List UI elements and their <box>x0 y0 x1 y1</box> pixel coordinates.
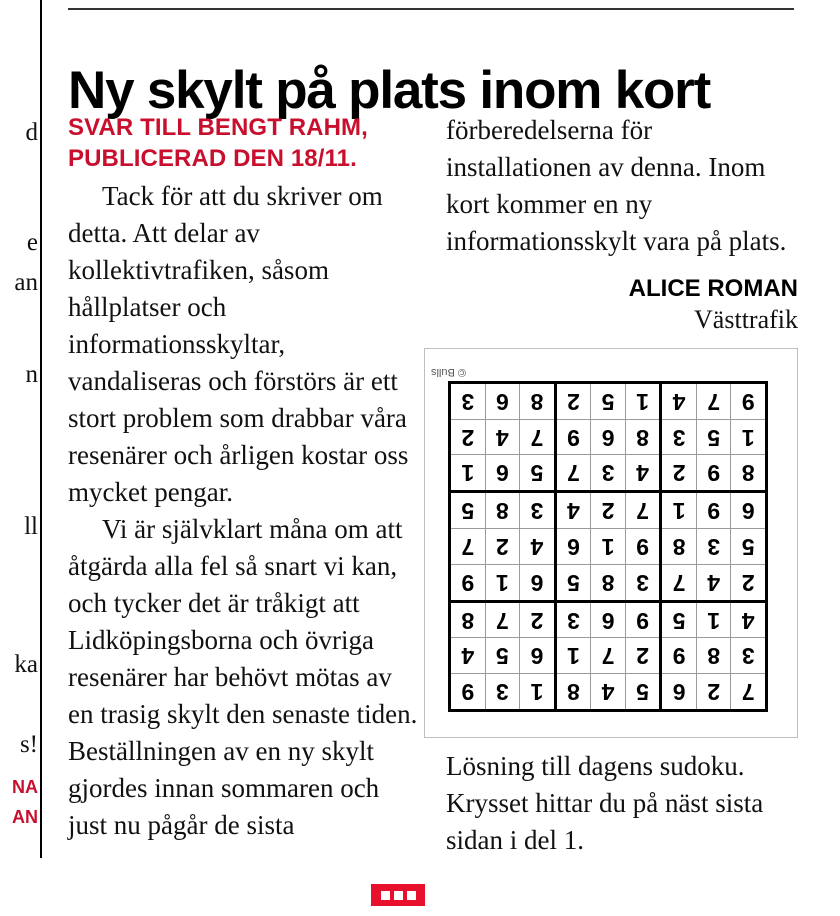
sudoku-cell: 2 <box>696 674 731 711</box>
sudoku-cell: 7 <box>591 638 626 674</box>
sudoku-cell: 4 <box>731 601 767 638</box>
sudoku-cell: 8 <box>555 674 591 711</box>
sudoku-cell: 7 <box>450 529 486 565</box>
left-fragment: an <box>14 269 38 296</box>
sudoku-cell: 5 <box>520 455 556 492</box>
bulls-logo <box>371 884 425 906</box>
sudoku-cell: 3 <box>696 529 731 565</box>
sudoku-cell: 6 <box>731 492 767 529</box>
sudoku-cell: 6 <box>555 529 591 565</box>
sudoku-cell: 1 <box>591 529 626 565</box>
sudoku-cell: 4 <box>520 529 556 565</box>
sudoku-cell: 9 <box>661 638 697 674</box>
sudoku-cell: 7 <box>520 419 556 455</box>
sudoku-cell: 7 <box>555 455 591 492</box>
sudoku-cell: 8 <box>485 492 520 529</box>
sudoku-cell: 8 <box>591 564 626 601</box>
sudoku-cell: 3 <box>625 564 661 601</box>
sudoku-cell: 3 <box>731 638 767 674</box>
top-divider-rule <box>68 8 794 10</box>
sudoku-cell: 9 <box>696 492 731 529</box>
sudoku-cell: 8 <box>625 419 661 455</box>
sudoku-cell: 1 <box>696 601 731 638</box>
sudoku-cell: 8 <box>520 382 556 419</box>
sudoku-cell: 5 <box>591 382 626 419</box>
page-title: Ny skylt på plats inom kort <box>68 60 711 120</box>
sudoku-cell: 2 <box>661 455 697 492</box>
sudoku-cell: 9 <box>450 564 486 601</box>
sudoku-cell: 8 <box>696 638 731 674</box>
logo-square <box>394 891 403 900</box>
sudoku-cell: 9 <box>555 419 591 455</box>
sudoku-cell: 1 <box>661 492 697 529</box>
left-fragment-bold: AN <box>12 807 38 827</box>
sudoku-cell: 3 <box>520 492 556 529</box>
sudoku-cell: 8 <box>450 601 486 638</box>
sudoku-cell: 9 <box>625 529 661 565</box>
sudoku-cell: 1 <box>450 455 486 492</box>
byline-organization: Västtrafik <box>694 305 798 334</box>
sudoku-cell: 1 <box>731 419 767 455</box>
left-fragment: d <box>25 119 38 146</box>
sudoku-cell: 5 <box>450 492 486 529</box>
sudoku-cell: 8 <box>661 529 697 565</box>
sudoku-cell: 2 <box>591 492 626 529</box>
sudoku-cell: 1 <box>485 564 520 601</box>
left-fragment: ll <box>24 513 38 540</box>
sudoku-cell: 2 <box>485 529 520 565</box>
sudoku-cell: 4 <box>696 564 731 601</box>
sudoku-cell: 7 <box>485 601 520 638</box>
article-paragraph: Tack för att du skriver om detta. Att delar av kollektivtrafiken, såsom hållplatser och informationsskyltar, vandaliseras och förstörs är ett stort problem som drabbar våra resenärer och årligen kostar oss mycket pengar. <box>68 181 409 507</box>
sudoku-cell: 6 <box>485 382 520 419</box>
left-fragment-bold: NA <box>12 777 38 797</box>
sudoku-credit: © Bulls <box>430 366 466 378</box>
article-paragraph: förberedelserna för installationen av denna. Inom kort kommer en ny informationsskylt vara på plats. <box>446 115 787 256</box>
sudoku-cell: 5 <box>696 419 731 455</box>
sudoku-grid <box>461 388 768 712</box>
sudoku-cell: 2 <box>625 638 661 674</box>
sudoku-cell: 4 <box>661 382 697 419</box>
sudoku-cell: 5 <box>625 674 661 711</box>
sudoku-cell: 3 <box>450 382 486 419</box>
article-column-right <box>446 112 798 336</box>
logo-square <box>407 891 416 900</box>
sudoku-cell: 7 <box>696 382 731 419</box>
sudoku-cell: 1 <box>520 674 556 711</box>
sudoku-cell: 5 <box>661 601 697 638</box>
sudoku-cell: 7 <box>731 674 767 711</box>
sudoku-cell: 2 <box>731 564 767 601</box>
sudoku-cell: 6 <box>661 674 697 711</box>
sudoku-cell: 4 <box>625 455 661 492</box>
sudoku-caption: Lösning till dagens sudoku. Krysset hittar du på näst sista sidan i del 1. <box>446 751 764 855</box>
sudoku-cell: 1 <box>625 382 661 419</box>
sudoku-cell: 1 <box>555 638 591 674</box>
sudoku-cell: 5 <box>485 638 520 674</box>
sudoku-cell: 6 <box>520 638 556 674</box>
sudoku-cell: 8 <box>731 455 767 492</box>
logo-square <box>381 891 390 900</box>
adjacent-column-fragment <box>0 0 40 858</box>
sudoku-cell: 9 <box>696 455 731 492</box>
sudoku-cell: 5 <box>731 529 767 565</box>
article-kicker: SVAR TILL BENGT RAHM, PUBLICERAD DEN 18/11. <box>68 114 368 172</box>
article-paragraph: Vi är självklart måna om att åtgärda alla fel så snart vi kan, och tycker det är tråkigt att Lidköpingsborna och övriga resenärer har behövt mötas av en trasig skylt den senaste tiden. Beställningen av en ny skylt gjordes innan sommaren och just nu pågår de sista <box>68 514 418 840</box>
sudoku-cell: 2 <box>555 382 591 419</box>
sudoku-cell: 2 <box>520 601 556 638</box>
sudoku-cell: 6 <box>591 419 626 455</box>
left-fragment: ka <box>14 651 38 678</box>
left-fragment: s! <box>19 731 38 758</box>
sudoku-cell: 9 <box>731 382 767 419</box>
sudoku-cell: 2 <box>450 419 486 455</box>
sudoku-cell: 6 <box>520 564 556 601</box>
sudoku-cell: 6 <box>485 455 520 492</box>
sudoku-cell: 7 <box>625 492 661 529</box>
sudoku-cell: 3 <box>485 674 520 711</box>
column-divider <box>40 0 42 858</box>
article-column-left <box>68 112 418 844</box>
sudoku-cell: 3 <box>591 455 626 492</box>
sudoku-cell: 5 <box>555 564 591 601</box>
sudoku-cell: 4 <box>485 419 520 455</box>
sudoku-cell: 7 <box>661 564 697 601</box>
left-fragment: n <box>25 361 38 388</box>
sudoku-cell: 4 <box>591 674 626 711</box>
sudoku-cell: 3 <box>661 419 697 455</box>
sudoku-cell: 6 <box>591 601 626 638</box>
left-fragment: e <box>26 229 38 256</box>
sudoku-cell: 9 <box>450 674 486 711</box>
sudoku-cell: 4 <box>450 638 486 674</box>
byline-name: ALICE ROMAN <box>628 275 798 302</box>
sudoku-cell: 9 <box>625 601 661 638</box>
sudoku-cell: 4 <box>555 492 591 529</box>
sudoku-cell: 3 <box>555 601 591 638</box>
